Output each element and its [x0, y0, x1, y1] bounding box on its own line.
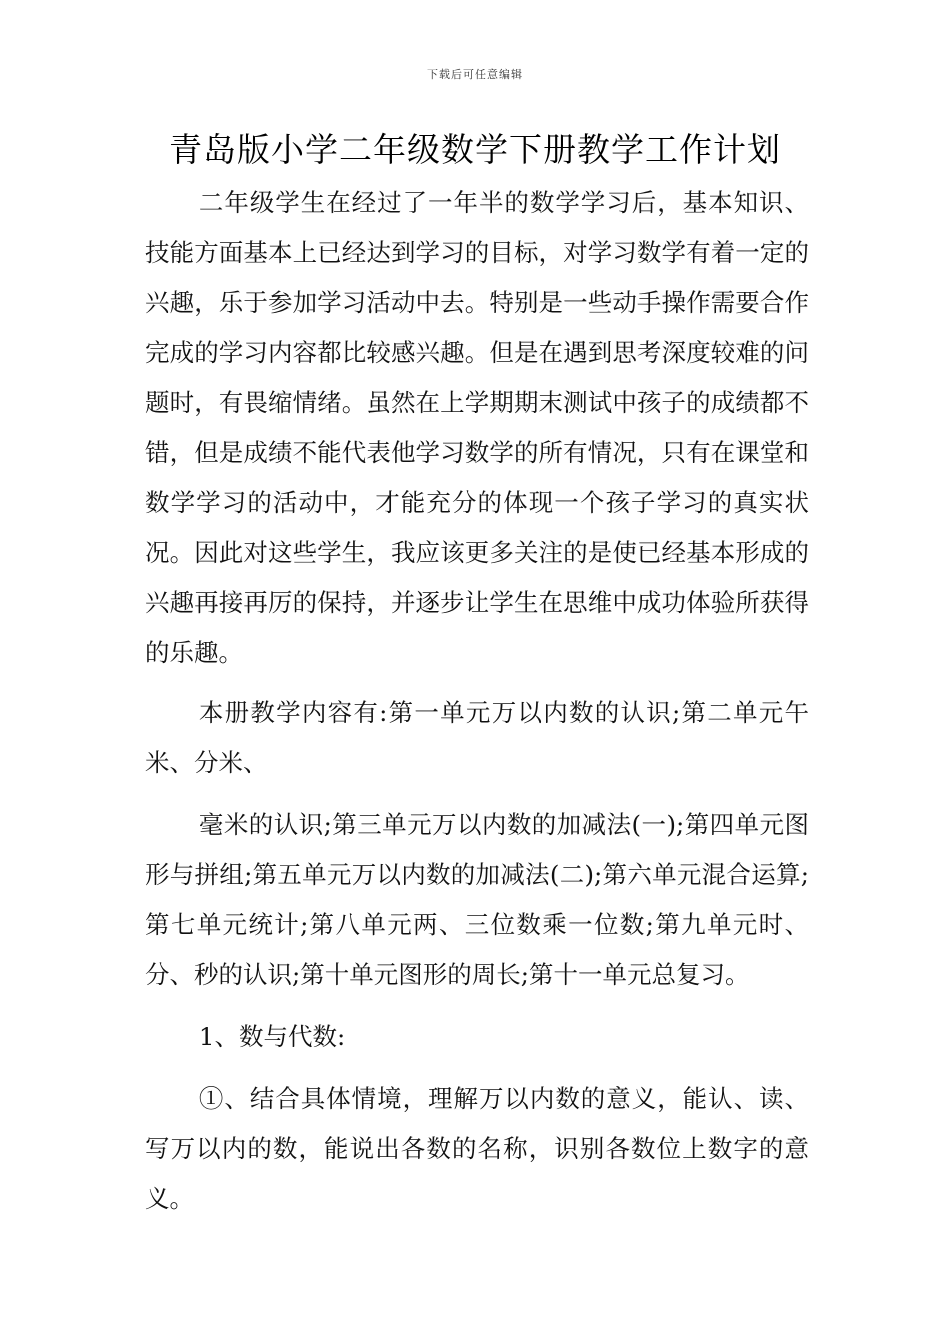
paragraph-intro: 二年级学生在经过了一年半的数学学习后，基本知识、技能方面基本上已经达到学习的目标，对学习数学有着一定的兴趣，乐于参加学习活动中去。特别是一些动手操作需要合作完成的学习内容都比较感兴趣。但是在遇到思考深度较难的问题时，有畏缩情绪。虽然在上学期期末测试中孩子的成绩都不错，但是成绩不能代表他学习数学的所有情况，只有在课堂和数学学习的活动中，才能充分的体现一个孩子学习的真实状况。因此对这些学生，我应该更多关注的是使已经基本形成的兴趣再接再厉的保持，并逐步让学生在思维中成功体验所获得的乐趣。 — [145, 188, 809, 667]
paragraph-content-list: 本册教学内容有:第一单元万以内数的认识;第二单元午米、分米、 — [145, 698, 809, 777]
paragraph-content-list-continued: 毫米的认识;第三单元万以内数的加减法(一);第四单元图形与拼组;第五单元万以内数的加减法(二);第六单元混合运算;第七单元统计;第八单元两、三位数乘一位数;第九单元时、分、秒的认识;第十单元图形的周长;第十一单元总复习。 — [145, 810, 809, 989]
header-note: 下载后可任意编辑 — [427, 68, 523, 81]
document-body — [145, 178, 809, 1224]
paragraph-goal-1: ①、结合具体情境，理解万以内数的意义，能认、读、写万以内的数，能说出各数的名称，识别各数位上数字的意义。 — [145, 1084, 809, 1213]
document-title: 青岛版小学二年级数学下册教学工作计划 — [169, 130, 781, 169]
section-heading-number-algebra: 1、数与代数: — [198, 1022, 346, 1051]
